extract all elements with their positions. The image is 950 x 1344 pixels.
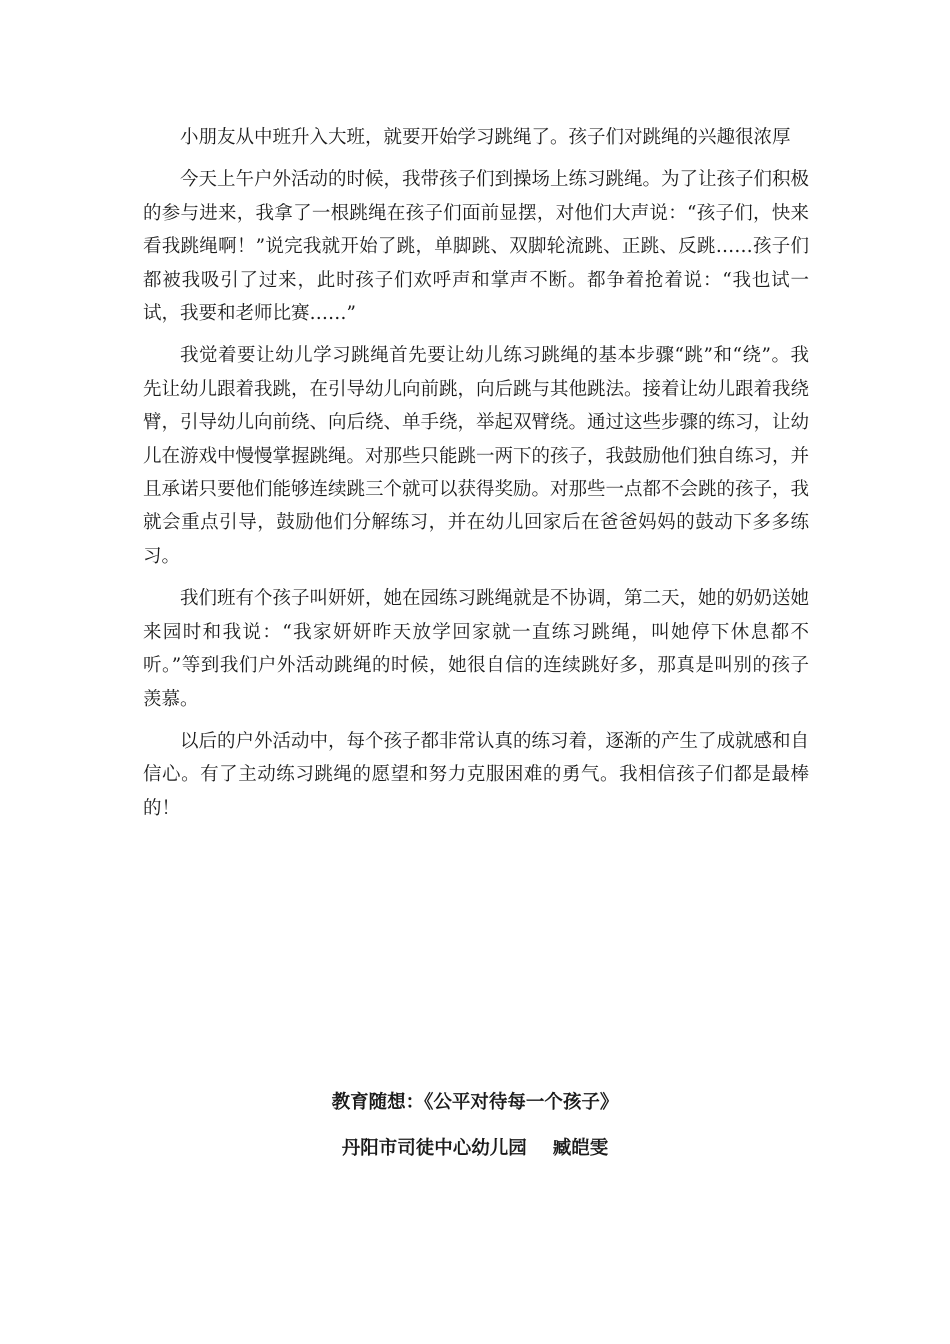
- paragraph-conclusion: 以后的户外活动中，每个孩子都非常认真的练习着，逐渐的产生了成就感和自信心。有了主动练习跳绳的愿望和努力克服困难的勇气。我相信孩子们都是最棒的！: [143, 730, 810, 819]
- paragraph-intro: 小朋友从中班升入大班，就要开始学习跳绳了。孩子们对跳绳的兴趣很浓厚: [180, 127, 791, 148]
- article-body: [143, 121, 809, 825]
- paragraph-teaching-method: 我觉着要让幼儿学习跳绳首先要让幼儿练习跳绳的基本步骤“跳”和“绕”。我先让幼儿跟着我跳，在引导幼儿向前跳，向后跳与其他跳法。接着让幼儿跟着我绕臂，引导幼儿向前绕、向后绕、单手绕，举起双臂绕。通过这些步骤的练习，让幼儿在游戏中慢慢掌握跳绳。对那些只能跳一两下的孩子，我鼓励他们独自练习，并且承诺只要他们能够连续跳三个就可以获得奖励。对那些一点都不会跳的孩子，我就会重点引导，鼓励他们分解练习，并在幼儿回家后在爸爸妈妈的鼓动下多多练习。: [143, 345, 810, 567]
- byline-author: 臧皑雯: [552, 1138, 609, 1159]
- paragraph-outdoor-activity: 今天上午户外活动的时候，我带孩子们到操场上练习跳绳。为了让孩子们积极的参与进来，我拿了一根跳绳在孩子们面前显摆，对他们大声说：“孩子们，快来看我跳绳啊！”说完我就开始了跳，单脚跳、双脚轮流跳、正跳、反跳……孩子们都被我吸引了过来，此时孩子们欢呼声和掌声不断。都争着抢着说：“我也试一试，我要和老师比赛……”: [143, 169, 810, 325]
- paragraph-yanyan-story: 我们班有个孩子叫妍妍，她在园练习跳绳就是不协调，第二天，她的奶奶送她来园时和我说：“我家妍妍昨天放学回家就一直练习跳绳，叫她停下休息都不听。”等到我们户外活动跳绳的时候，她很自信的连续跳好多，那真是叫别的孩子羡慕。: [143, 588, 810, 710]
- next-article-title: 教育随想：《公平对待每一个孩子》: [331, 1092, 619, 1113]
- next-article-heading: [0, 1088, 950, 1164]
- next-article-byline: [0, 1134, 950, 1164]
- byline-school: 丹阳市司徒中心幼儿园: [341, 1138, 527, 1159]
